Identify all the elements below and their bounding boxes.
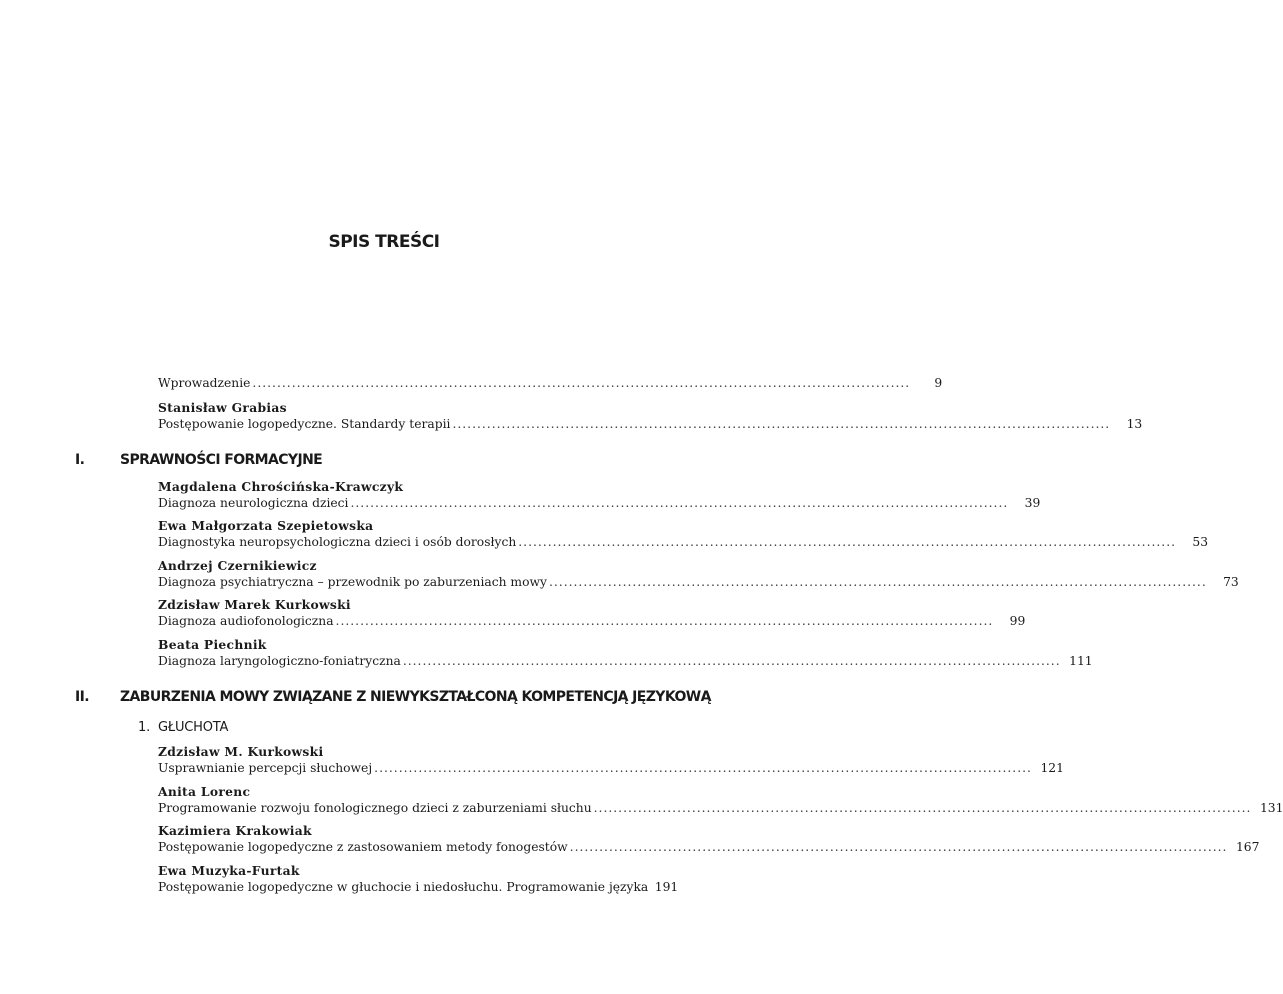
toc-entry[interactable] xyxy=(158,784,1283,816)
toc-line xyxy=(158,574,1239,590)
toc-line xyxy=(158,613,1026,629)
chapter-heading[interactable] xyxy=(138,720,228,735)
page-number: 9 xyxy=(934,376,943,390)
toc-entry[interactable] xyxy=(158,823,1260,855)
part-heading[interactable] xyxy=(75,452,322,468)
page-number: 13 xyxy=(1126,417,1143,431)
toc-line xyxy=(158,839,1260,855)
toc-line xyxy=(158,760,1064,776)
part-title: ZABURZENIA MOWY ZWIĄZANE Z NIEWYKSZTAŁCONĄ KOMPETENCJĄ JĘZYKOWĄ xyxy=(120,689,711,705)
toc-entry[interactable] xyxy=(158,637,1093,669)
page-number: 131 xyxy=(1259,801,1283,815)
toc-entry[interactable] xyxy=(158,518,1209,550)
entry-title: Postępowanie logopedyczne z zastosowaniem metody fonogestów xyxy=(158,840,568,854)
entry-title: Diagnoza psychiatryczna – przewodnik po zaburzeniach mowy xyxy=(158,575,547,589)
entry-title: Wprowadzenie xyxy=(158,376,251,390)
leader-dots: ...................................................................................................................................... xyxy=(569,840,1228,854)
entry-author: Andrzej Czernikiewicz xyxy=(158,558,317,573)
chapter-title: GŁUCHOTA xyxy=(158,720,229,735)
page-number: 167 xyxy=(1235,840,1260,854)
entry-title: Postępowanie logopedyczne. Standardy terapii xyxy=(158,417,451,431)
page-number: 191 xyxy=(654,880,679,894)
leader-dots: ...................................................................................................................................... xyxy=(374,761,1032,775)
page-number: 73 xyxy=(1223,575,1239,589)
leader-dots: ...................................................................................................................................... xyxy=(548,575,1207,589)
page-number: 121 xyxy=(1040,761,1064,775)
toc-entry[interactable] xyxy=(158,558,1239,590)
leader-dots: ...................................................................................................................................... xyxy=(593,801,1252,815)
toc-entry[interactable] xyxy=(158,479,1041,511)
leader-dots: ...................................................................................................................................... xyxy=(452,417,1111,431)
entry-title: Postępowanie logopedyczne w głuchocie i niedosłuchu. Programowanie języka xyxy=(158,880,649,894)
entry-title: Diagnoza neurologiczna dzieci xyxy=(158,496,349,510)
part-number: I. xyxy=(75,452,85,468)
toc-line xyxy=(158,653,1093,669)
entry-author: Anita Lorenc xyxy=(158,784,251,799)
entry-title: Programowanie rozwoju fonologicznego dzieci z zaburzeniami słuchu xyxy=(158,801,592,815)
entry-title: Diagnoza audiofonologiczna xyxy=(158,614,334,628)
entry-author: Zdzisław Marek Kurkowski xyxy=(158,597,351,612)
entry-title: Diagnostyka neuropsychologiczna dzieci i osób dorosłych xyxy=(158,535,517,549)
leader-dots: ...................................................................................................................................... xyxy=(350,496,1009,510)
toc-line xyxy=(158,495,1041,511)
entry-author: Magdalena Chrościńska-Krawczyk xyxy=(158,479,404,494)
page-number: 111 xyxy=(1069,654,1093,668)
leader-dots: ...................................................................................................................................... xyxy=(518,535,1177,549)
leader-dots: ...................................................................................................................................... xyxy=(402,654,1061,668)
leader-dots: ...................................................................................................................................... xyxy=(252,376,911,390)
chapter-number: 1. xyxy=(138,720,151,735)
leader-dots: ...................................................................................................................................... xyxy=(335,614,994,628)
entry-title: Usprawnianie percepcji słuchowej xyxy=(158,761,373,775)
entry-author: Zdzisław M. Kurkowski xyxy=(158,744,324,759)
toc-entry[interactable] xyxy=(158,863,679,895)
part-heading[interactable] xyxy=(75,689,711,705)
toc-line xyxy=(158,879,679,895)
entry-author: Stanisław Grabias xyxy=(158,400,287,415)
page-number: 53 xyxy=(1192,535,1209,549)
page-title: SPIS TREŚCI xyxy=(328,232,440,252)
toc-line xyxy=(158,534,1209,550)
toc-entry[interactable] xyxy=(158,375,943,391)
toc-line xyxy=(158,416,1143,432)
entry-author: Kazimiera Krakowiak xyxy=(158,823,312,838)
toc-line xyxy=(158,375,943,391)
toc-line xyxy=(158,800,1283,816)
toc-entry[interactable] xyxy=(158,597,1026,629)
entry-author: Ewa Muzyka-Furtak xyxy=(158,863,300,878)
toc-entry[interactable] xyxy=(158,744,1064,776)
page-number: 39 xyxy=(1024,496,1041,510)
entry-author: Beata Piechnik xyxy=(158,637,267,652)
part-number: II. xyxy=(75,689,89,705)
part-title: SPRAWNOŚCI FORMACYJNE xyxy=(120,452,323,468)
page-number: 99 xyxy=(1009,614,1026,628)
entry-author: Ewa Małgorzata Szepietowska xyxy=(158,518,374,533)
entry-title: Diagnoza laryngologiczno-foniatryczna xyxy=(158,654,401,668)
toc-entry[interactable] xyxy=(158,400,1143,432)
